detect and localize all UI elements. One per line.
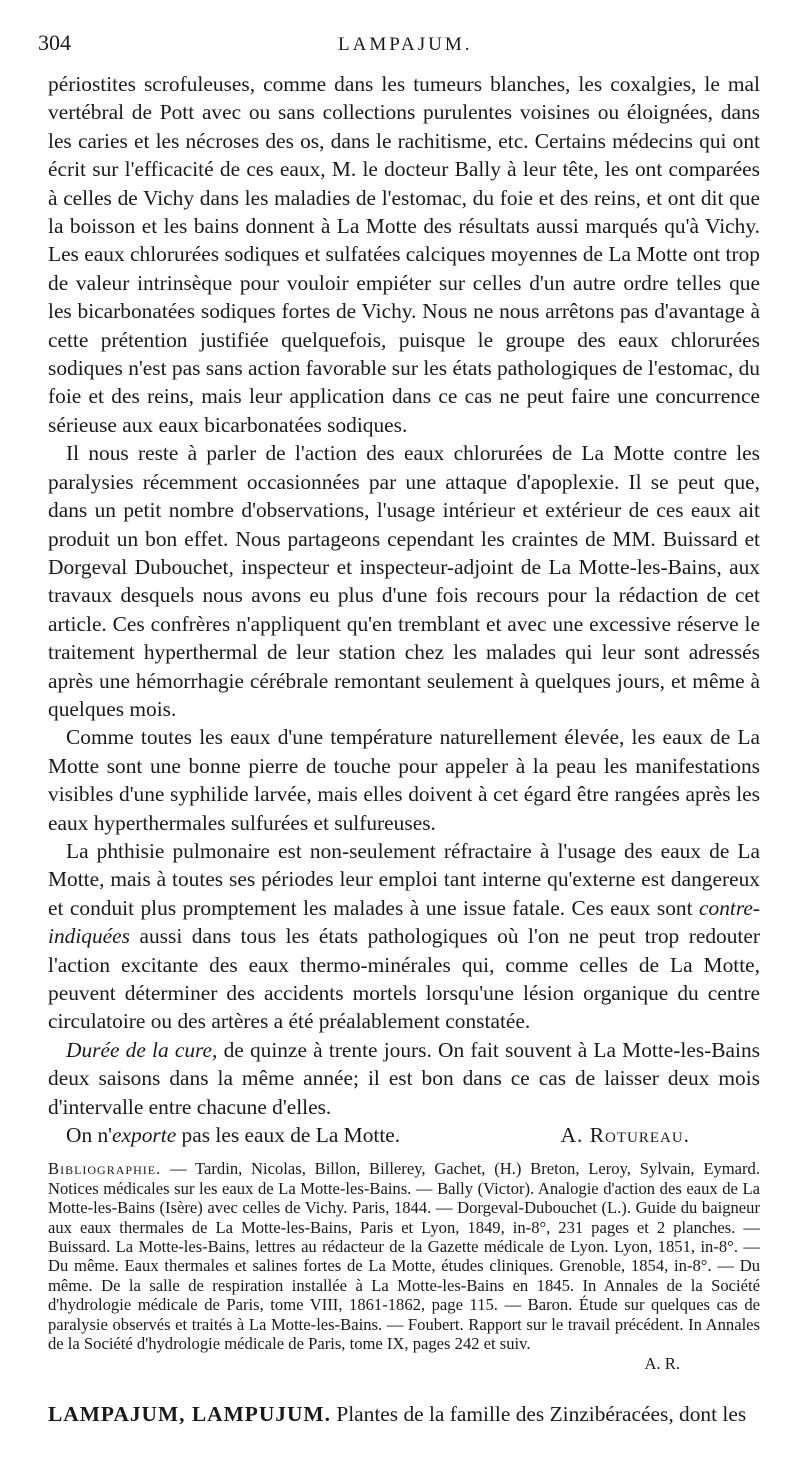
paragraph-paralysies: Il nous reste à parler de l'action des eaux chlorurées de La Motte contre les paralysies récemment occasionnées par une attaque d'apoplexie. Il se peut que, dans un petit nombre d'observations, l'usage intérieur et extérieur de ces eaux ait produit un bon effet. Nous partageons cependant les craintes de MM. Buissard et Dorgeval Dubouchet, inspecteur et inspecteur-adjoint de La Motte-les-Bains, aux travaux desquels nous avons eu plus d'une fois recours pour la rédaction de cet article. Ces confrères n'appliquent qu'en tremblant et avec une excessive réserve le traitement hyperthermal de leur station chez les malades qui leur sont adressés après une hémorrhagie cérébrale remontant seulement à quelques jours, et même à quelques mois. <box>48 441 760 721</box>
duree-text: de quinze à trente jours. On fait souvent à La Motte-les-Bains deux saisons dans la même année; il est bon dans ce cas de laisser deux mois d'intervalle entre chacune d'elles. <box>48 1037 761 1119</box>
article-body <box>48 70 760 1149</box>
bibliography-text: — Tardin, Nicolas, Billon, Billerey, Gachet, (H.) Breton, Leroy, Sylvain, Eymard. Notices médicales sur les eaux de La Motte-les-Bains. — Bally (Victor). Analogie d'action des eaux de La Motte-les-Bains (Isère) avec celles de Vichy. Paris, 1844. — Dorgeval-Dubouchet (L.). Guide du baigneur aux eaux thermales de La Motte-les-Bains, Paris et Lyon, 1849, in-8°, 231 pages et 2 planches. — Buissard. La Motte-les-Bains, lettres au rédacteur de la Gazette médicale de Lyon. Lyon, 1851, in-8°. — Du même. Eaux thermales et salines fortes de La Motte, études cliniques. Grenoble, 1854, in-8°. — Du même. De la salle de respiration installée à La Motte-les-Bains en 1845. In Annales de la Société d'hydrologie médicale de Paris, tome VIII, 1861-1862, page 115. — Baron. Étude sur quelques cas de paralysie observés et traités à La Motte-les-Bains. — Foubert. Rapport sur le travail précédent. In Annales de la Société d'hydrologie médicale de Paris, tome IX, pages 242 et suiv. <box>48 1159 760 1354</box>
closing-before: On n' <box>66 1123 113 1148</box>
bibliography-heading: Bibliographie. <box>48 1159 162 1179</box>
bibliography <box>48 1159 760 1353</box>
duree-italic: Durée de la cure, <box>66 1037 218 1062</box>
closing-line <box>48 1121 760 1149</box>
closing-after: pas les eaux de La Motte. <box>176 1123 401 1148</box>
running-head: LAMPAJUM. <box>338 34 473 55</box>
page-number: 304 <box>38 30 71 55</box>
next-entry <box>48 1400 760 1428</box>
page-header <box>38 30 760 70</box>
bibliography-initials: A. R. <box>644 1353 680 1373</box>
paragraph-continuation: périostites scrofuleuses, comme dans les tumeurs blanches, les coxalgies, le mal vertébral de Pott avec ou sans collections purulentes voisines ou éloignées, dans les caries et les nécroses des os, dans le rachitisme, etc. Certains médecins qui ont écrit sur l'efficacité de ces eaux, M. le docteur Bally à leur tête, les ont comparées à celles de Vichy dans les maladies de l'estomac, du foie et des reins, et ont dit que la boisson et les bains donnent à La Motte des résultats aussi marqués qu'à Vichy. Les eaux chlorurées sodiques et sulfatées calciques moyennes de La Motte ont trop de valeur intrinsèque pour vouloir empiéter sur celles d'un autre ordre telles que les bicarbonatées sodiques fortes de Vichy. Nous ne nous arrêtons pas d'avantage à cette prétention justifiée quelquefois, puisque le groupe des eaux chlorurées sodiques n'est pas sans action favorable sur les états pathologiques de l'estomac, du foie et des reins, mais leur application dans ce cas ne peut faire une concurrence sérieuse aux eaux bicarbonatées sodiques. <box>48 72 760 437</box>
closing-italic: exporte <box>112 1123 177 1148</box>
phthisie-italic: contre-indiquées <box>48 895 760 949</box>
paragraph-duree-cure <box>48 1036 760 1121</box>
paragraph-phthisie <box>48 837 760 1036</box>
phthisie-text-before: La phthisie pulmonaire est non-seulement réfractaire à l'usage des eaux de La Motte, mais à toutes ses périodes leur emploi tant interne qu'externe est dangereux et conduit plus promptement les malades à une issue fatale. Ces eaux sont <box>48 838 760 920</box>
next-entry-text: Plantes de la famille des Zinzibéracées, dont les <box>330 1401 747 1426</box>
closing-text <box>48 1121 543 1149</box>
phthisie-text-after: aussi dans tous les états pathologiques où l'on ne peut trop redouter l'action excitante des eaux thermo-minérales qui, comme celles de La Motte, peuvent déterminer des accidents mortels lorsqu'une lésion organique du centre circulatoire ou des artères a été préalablement constatée. <box>48 924 760 1034</box>
paragraph-syphilide: Comme toutes les eaux d'une température naturellement élevée, les eaux de La Motte sont une bonne pierre de touche pour appeler à la peau les manifestations visibles d'une syphilide larvée, mais elles doivent à cet égard être rangées après les eaux hyperthermales sulfurées et sulfureuses. <box>48 725 760 835</box>
author-signature: A. Rotureau. <box>560 1123 690 1148</box>
next-entry-headword: LAMPAJUM, LAMPUJUM. <box>48 1401 331 1426</box>
